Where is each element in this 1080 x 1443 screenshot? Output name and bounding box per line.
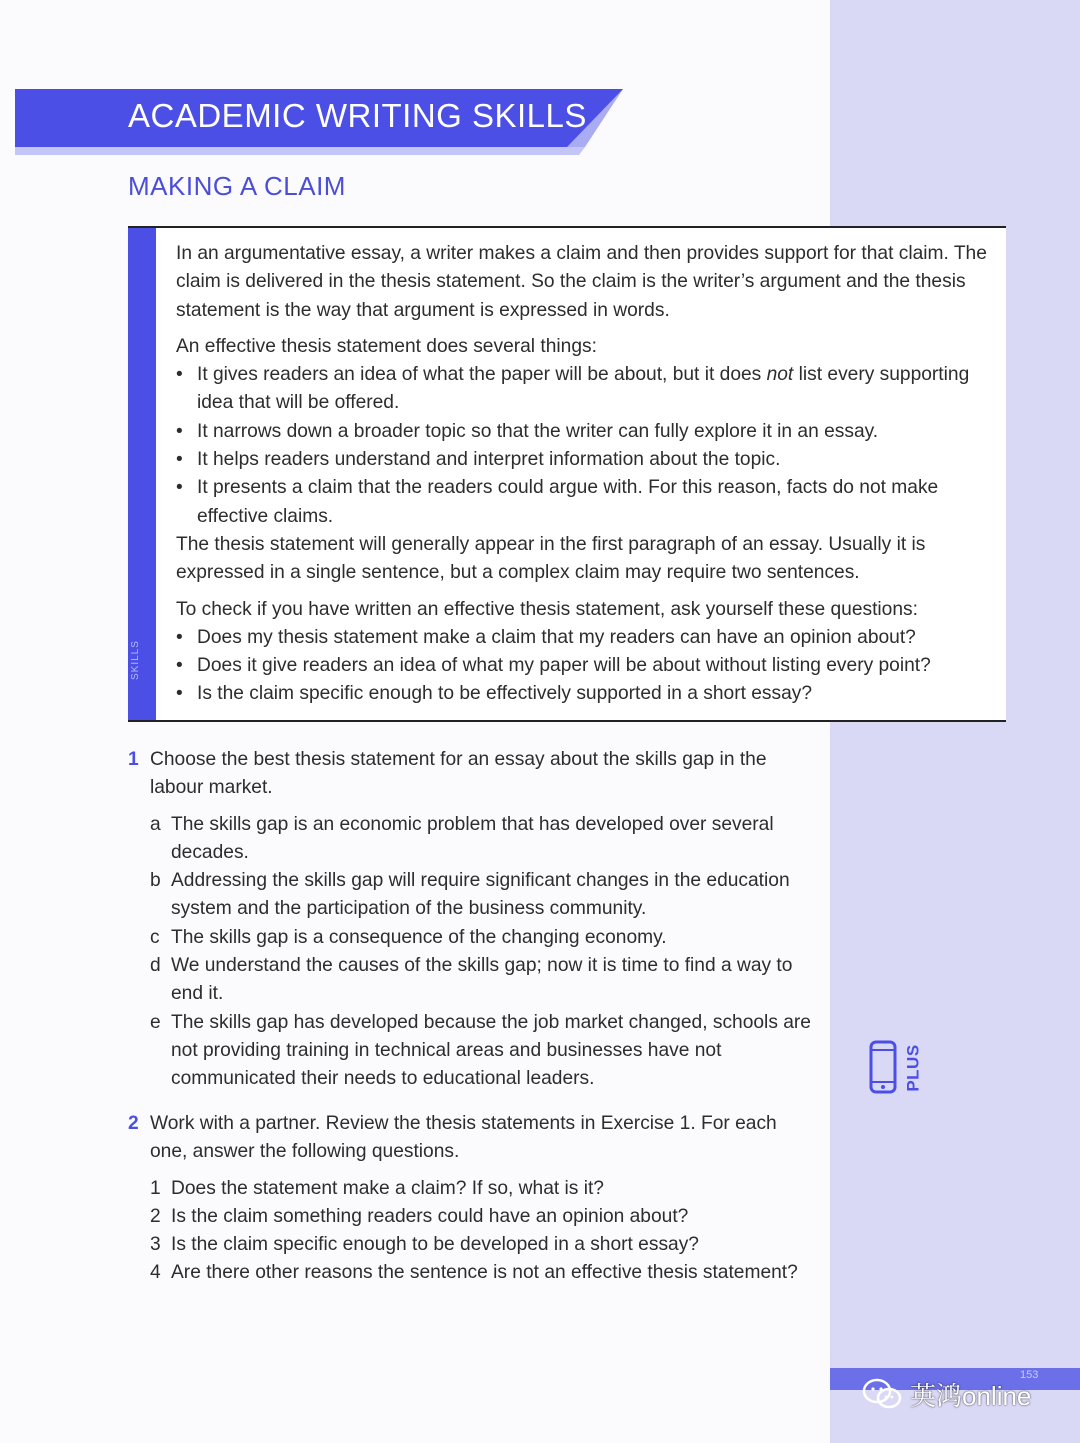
exercise-number: 1 bbox=[128, 749, 139, 770]
skills-side-label: SKILLS bbox=[130, 640, 141, 680]
skills-bullet-list-2 bbox=[176, 624, 996, 709]
page-number: 153 bbox=[1020, 1369, 1039, 1381]
wechat-icon bbox=[862, 1377, 902, 1411]
exercise-1 bbox=[128, 746, 818, 1094]
skills-paragraph-4: To check if you have written an effective thesis statement, ask yourself these questions: bbox=[176, 598, 918, 620]
question-item: 1 Does the statement make a claim? If so, what is it? bbox=[150, 1177, 604, 1199]
plus-label: PLUS bbox=[903, 1044, 923, 1092]
banner-title: ACADEMIC WRITING SKILLS bbox=[128, 97, 587, 134]
bullet-item: • Does my thesis statement make a claim that my readers can have an opinion about? bbox=[176, 624, 996, 652]
option-item: b Addressing the skills gap will require significant changes in the education system and the participation of the business community. bbox=[150, 870, 790, 920]
exercise-questions bbox=[150, 1175, 818, 1288]
section-banner bbox=[15, 89, 635, 155]
option-item: a The skills gap is an economic problem that has developed over several decades. bbox=[150, 813, 774, 863]
watermark-text: 英鸿online bbox=[910, 1380, 1032, 1411]
option-item: e The skills gap has developed because the job market changed, schools are not providing training in technical areas and businesses have not communicated their needs to educational leaders. bbox=[150, 1011, 811, 1090]
plus-badge bbox=[868, 1040, 924, 1096]
bullet-item: • It helps readers understand and interpret information about the topic. bbox=[176, 446, 996, 474]
exercise-2 bbox=[128, 1110, 818, 1288]
skills-paragraph-1: In an argumentative essay, a writer makes a claim and then provides support for that claim. The claim is delivered in the thesis statement. So the claim is the writer’s argument and the thesis statement is the way that argument is expressed in words. bbox=[176, 243, 987, 321]
exercise-prompt: Work with a partner. Review the thesis statements in Exercise 1. For each one, answer the following questions. bbox=[150, 1113, 777, 1163]
skills-paragraph-3: The thesis statement will generally appear in the first paragraph of an essay. Usually it is expressed in a single sentence, but a complex claim may require two sentences. bbox=[176, 533, 926, 584]
section-title: MAKING A CLAIM bbox=[128, 171, 346, 201]
bullet-item: • Is the claim specific enough to be effectively supported in a short essay? bbox=[176, 680, 996, 708]
exercise-number: 2 bbox=[128, 1113, 139, 1134]
option-item: c The skills gap is a consequence of the changing economy. bbox=[150, 926, 667, 948]
option-item: d We understand the causes of the skills gap; now it is time to find a way to end it. bbox=[150, 955, 793, 1005]
exercise-prompt: Choose the best thesis statement for an essay about the skills gap in the labour market. bbox=[150, 749, 767, 799]
skills-paragraph-2: An effective thesis statement does several things: bbox=[176, 335, 597, 357]
bullet-item: • It narrows down a broader topic so that the writer can fully explore it in an essay. bbox=[176, 418, 996, 446]
exercise-options bbox=[150, 811, 818, 1094]
skills-box bbox=[128, 226, 1006, 722]
skills-bullet-list-1 bbox=[176, 361, 996, 531]
question-item: 2 Is the claim something readers could have an opinion about? bbox=[150, 1205, 689, 1227]
bullet-item: • It presents a claim that the readers could argue with. For this reason, facts do not make effective claims. bbox=[176, 474, 996, 531]
question-item: 3 Is the claim specific enough to be developed in a short essay? bbox=[150, 1234, 699, 1256]
question-item: 4 Are there other reasons the sentence is not an effective thesis statement? bbox=[150, 1262, 798, 1284]
skills-box-content bbox=[176, 240, 996, 709]
bullet-item: • Does it give readers an idea of what my paper will be about without listing every point? bbox=[176, 652, 996, 680]
bullet-item: • It gives readers an idea of what the paper will be about, but it does not list every supporting idea that will be offered. bbox=[176, 361, 996, 418]
watermark bbox=[862, 1376, 1031, 1412]
